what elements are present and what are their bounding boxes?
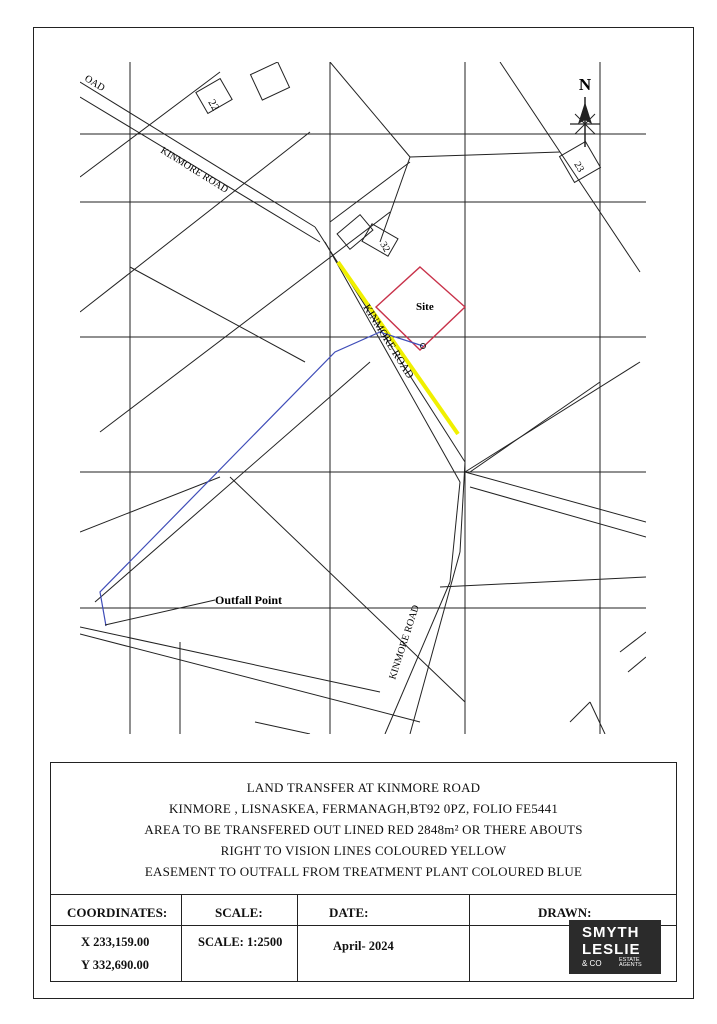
smyth-leslie-logo [569,920,661,974]
logo-line-4: ESTATE AGENTS [619,957,642,968]
scale-value: SCALE: 1:2500 [198,935,283,949]
road-label-4: OAD [82,73,107,95]
scale-header: SCALE: [215,905,263,920]
title-block [50,762,677,982]
column-divider-3 [469,894,470,981]
kinmore-road [80,82,646,734]
grid-lines [80,62,646,734]
map-drawing [80,62,646,734]
title-divider [51,894,676,895]
title-line-3: AREA TO BE TRANSFERED OUT LINED RED 2848m² OR THERE ABOUTS [144,822,583,837]
title-line-2: KINMORE , LISNASKEA, FERMANAGH,BT92 0PZ, FOLIO FE5441 [168,801,559,816]
coordinate-y: Y 332,690.00 [81,958,149,972]
logo-line-2: LESLIE [582,941,641,958]
house-number-23: 23 [571,160,586,175]
title-description [51,777,676,882]
date-value: April- 2024 [333,939,394,953]
house-number-32: 32 [377,240,392,255]
coordinate-x: X 233,159.00 [81,935,150,949]
field-boundaries [80,62,646,734]
outfall-point-label: Outfall Point [215,593,283,607]
house-number-22: 22 [205,97,222,114]
title-line-5: EASEMENT TO OUTFALL FROM TREATMENT PLANT COLOURED BLUE [144,864,583,879]
north-arrow [570,75,600,147]
outbuilding [250,62,289,100]
road-label-3: KINMORE ROAD [387,603,422,681]
date-header: DATE: [329,905,369,920]
column-divider-2 [297,894,298,981]
site-label: Site [416,301,434,313]
north-label: N [578,75,592,94]
column-divider-1 [181,894,182,981]
road-label-2: KINMORE ROAD [360,302,416,381]
title-line-4: RIGHT TO VISION LINES COLOURED YELLOW [220,843,507,858]
road-label-1: KINMORE ROAD [158,145,230,196]
logo-line-3: & CO [582,959,602,968]
logo-line-1: SMYTH [582,924,640,941]
site-map [80,62,646,734]
drawn-header: DRAWN: [538,905,592,920]
buildings [196,62,601,256]
coordinates-header: COORDINATES: [67,905,168,920]
title-line-1: LAND TRANSFER AT KINMORE ROAD [246,780,481,795]
outfall-leader [105,600,215,625]
easement-line [100,332,423,626]
